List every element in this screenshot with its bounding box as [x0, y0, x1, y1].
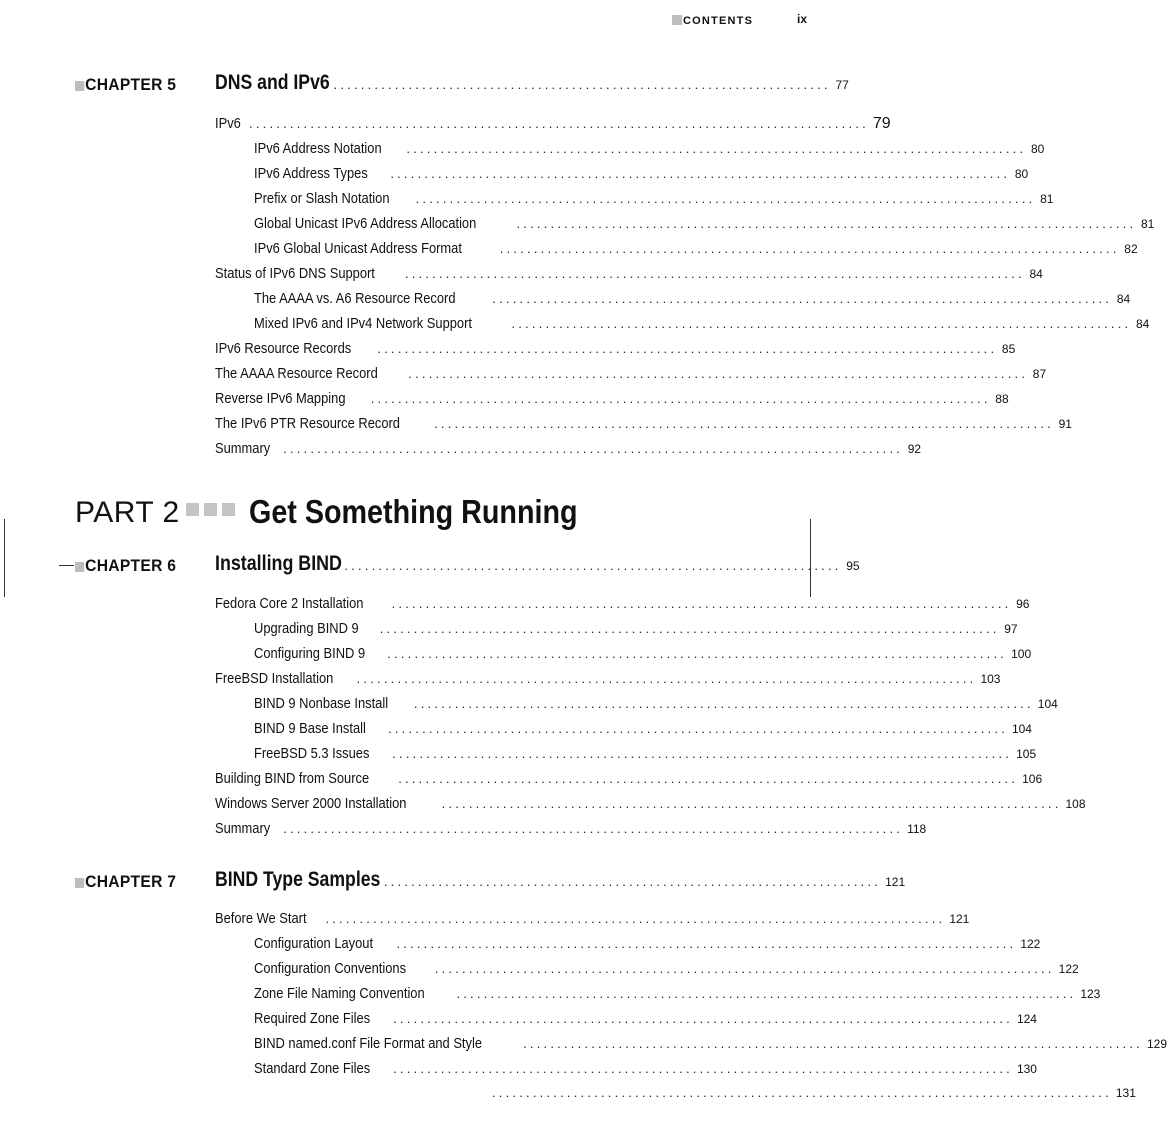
dot-leader: ........................................................................................... — [398, 771, 1019, 786]
dot-leader: ........................................................................................... — [492, 291, 1113, 306]
dot-leader: ........................................................................................... — [377, 341, 998, 356]
dot-leader: ........................................................................................... — [516, 216, 1137, 231]
square-bullet-icon — [222, 503, 235, 516]
dot-leader: ........................................................................................... — [434, 416, 1054, 431]
dot-leader: ........................................................................................... — [391, 596, 1012, 611]
chapter-6-label: CHAPTER 6 — [75, 556, 181, 576]
chapter-title: BIND Type Samples — [215, 868, 381, 891]
dot-leader: ........................................................................................... — [356, 671, 977, 686]
toc-entry[interactable]: Required Zone Files ........................................................................................... 124 — [254, 1010, 1037, 1027]
toc-entry[interactable]: The AAAA vs. A6 Resource Record ........................................................................................... 84 — [254, 290, 1131, 307]
dot-leader: ........................................................................................... — [492, 1085, 1112, 1100]
toc-entry[interactable]: The AAAA Resource Record ........................................................................................... 87 — [215, 365, 1047, 382]
dot-leader: ........................................................................................... — [408, 366, 1029, 381]
square-bullet-icon — [204, 503, 217, 516]
toc-entry[interactable]: Mixed IPv6 and IPv4 Network Support ........................................................................................... 84 — [254, 315, 1150, 332]
chapter-7-title-row[interactable] — [215, 868, 906, 892]
toc-entry[interactable]: Upgrading BIND 9 ........................................................................................... 97 — [254, 620, 1018, 637]
chapter-5-title-row[interactable] — [215, 71, 849, 95]
page-ref: 95 — [846, 559, 860, 573]
toc-entry[interactable]: IPv6 Address Types ........................................................................................... 80 — [254, 165, 1029, 182]
dot-leader: ........................................................................................... — [404, 266, 1025, 281]
dot-leader: ........................................................................................... — [390, 166, 1011, 181]
toc-entry[interactable]: FreeBSD 5.3 Issues ........................................................................................... 105 — [254, 745, 1037, 762]
toc-entry[interactable]: The IPv6 PTR Resource Record ........................................................................................... 91 — [215, 415, 1072, 432]
toc-entry[interactable]: Building BIND from Source ........................................................................................... 106 — [215, 770, 1043, 787]
chapter-7-label: CHAPTER 7 — [75, 872, 181, 892]
chapter-5-label: CHAPTER 5 — [75, 75, 181, 95]
dot-leader: ........................................................................................... — [499, 241, 1120, 256]
toc-entry[interactable]: BIND named.conf File Format and Style ........................................................................................... 129 — [254, 1035, 1167, 1052]
dot-leader: ........................................................................................... — [456, 986, 1077, 1001]
toc-entry[interactable]: Before We Start ........................................................................................... 121 — [215, 910, 970, 927]
toc-entry[interactable]: IPv6 Global Unicast Address Format ........................................................................................... 82 — [254, 240, 1138, 257]
dot-leader: ......................................................................... — [383, 874, 882, 889]
dot-leader: ........................................................................................... — [434, 961, 1055, 976]
dot-leader: ........................................................................................... — [325, 911, 946, 926]
page-number: ix — [797, 12, 808, 26]
dot-leader: ........................................................................................... — [523, 1036, 1143, 1051]
margin-tick — [59, 565, 74, 566]
dot-leader: ......................................................................... — [333, 77, 831, 92]
dot-leader: ........................................................................................... — [388, 721, 1008, 736]
dot-leader: ........................................................................................... — [441, 796, 1062, 811]
dot-leader: ........................................................................................... — [249, 116, 869, 131]
square-bullet-icon — [75, 81, 84, 91]
dot-leader: ........................................................................................... — [370, 391, 991, 406]
toc-entry[interactable]: Configuration Layout ........................................................................................... 122 — [254, 935, 1041, 952]
toc-entry[interactable]: Configuring BIND 9 ........................................................................................... 100 — [254, 645, 1032, 662]
toc-entry[interactable]: ........................................................................................... 131 — [492, 1085, 1136, 1100]
toc-entry[interactable]: Global Unicast IPv6 Address Allocation ........................................................................................... 81 — [254, 215, 1155, 232]
page-ref: 121 — [885, 875, 906, 889]
dot-leader: ........................................................................................... — [406, 141, 1027, 156]
chapter-6-title-row[interactable] — [215, 552, 860, 576]
margin-rule-left — [4, 519, 5, 597]
toc-entry[interactable]: Configuration Conventions ........................................................................................... 122 — [254, 960, 1079, 977]
dot-leader: ........................................................................................... — [387, 646, 1008, 661]
toc-entry[interactable]: Summary ........................................................................................... 118 — [215, 820, 927, 837]
toc-entry[interactable]: Reverse IPv6 Mapping ........................................................................................... 88 — [215, 390, 1009, 407]
page-ref: 77 — [835, 78, 849, 92]
square-bullet-icon — [186, 503, 199, 516]
toc-entry[interactable]: BIND 9 Base Install ........................................................................................... 104 — [254, 720, 1032, 737]
dot-leader: ........................................................................................... — [283, 441, 904, 456]
dot-leader: ........................................................................................... — [393, 1061, 1013, 1076]
dot-leader: ........................................................................................... — [415, 191, 1036, 206]
running-head-text: CONTENTS — [683, 15, 754, 27]
part-label: PART 2 — [75, 496, 180, 529]
toc-entry[interactable]: BIND 9 Nonbase Install ........................................................................................... 104 — [254, 695, 1058, 712]
dot-leader: ........................................................................................... — [511, 316, 1132, 331]
dot-leader: ........................................................................................... — [392, 746, 1013, 761]
toc-entry[interactable]: Summary ........................................................................................... 92 — [215, 440, 922, 457]
part-title: Get Something Running — [249, 493, 578, 530]
toc-entry[interactable]: Zone File Naming Convention ........................................................................................... 123 — [254, 985, 1101, 1002]
chapter-title: DNS and IPv6 — [215, 71, 330, 94]
toc-entry[interactable]: Status of IPv6 DNS Support ........................................................................................... 84 — [215, 265, 1043, 282]
dot-leader: ........................................................................................... — [393, 1011, 1013, 1026]
toc-entry[interactable]: IPv6 Address Notation ........................................................................................... 80 — [254, 140, 1045, 157]
dot-leader: ........................................................................................... — [379, 621, 1000, 636]
toc-entry[interactable]: Standard Zone Files ........................................................................................... 130 — [254, 1060, 1037, 1077]
dot-leader: ........................................................................................... — [283, 821, 904, 836]
square-bullet-icon — [672, 15, 682, 25]
dot-leader: ........................................................................................... — [413, 696, 1034, 711]
dot-leader: ......................................................................... — [344, 558, 842, 573]
chapter-title: Installing BIND — [215, 552, 342, 575]
toc-entry[interactable]: FreeBSD Installation ........................................................................................... 103 — [215, 670, 1001, 687]
toc-entry[interactable]: Prefix or Slash Notation ........................................................................................... 81 — [254, 190, 1054, 207]
running-head — [672, 15, 753, 27]
toc-entry[interactable]: Fedora Core 2 Installation ........................................................................................... 96 — [215, 595, 1030, 612]
toc-entry[interactable]: Windows Server 2000 Installation ........................................................................................... 108 — [215, 795, 1086, 812]
square-bullet-icon — [75, 878, 84, 888]
toc-entry[interactable]: IPv6 Resource Records ........................................................................................... 85 — [215, 340, 1016, 357]
dot-leader: ........................................................................................... — [396, 936, 1017, 951]
square-bullet-icon — [75, 562, 84, 572]
toc-entry[interactable]: IPv6 ........................................................................................... 79 — [215, 115, 891, 132]
